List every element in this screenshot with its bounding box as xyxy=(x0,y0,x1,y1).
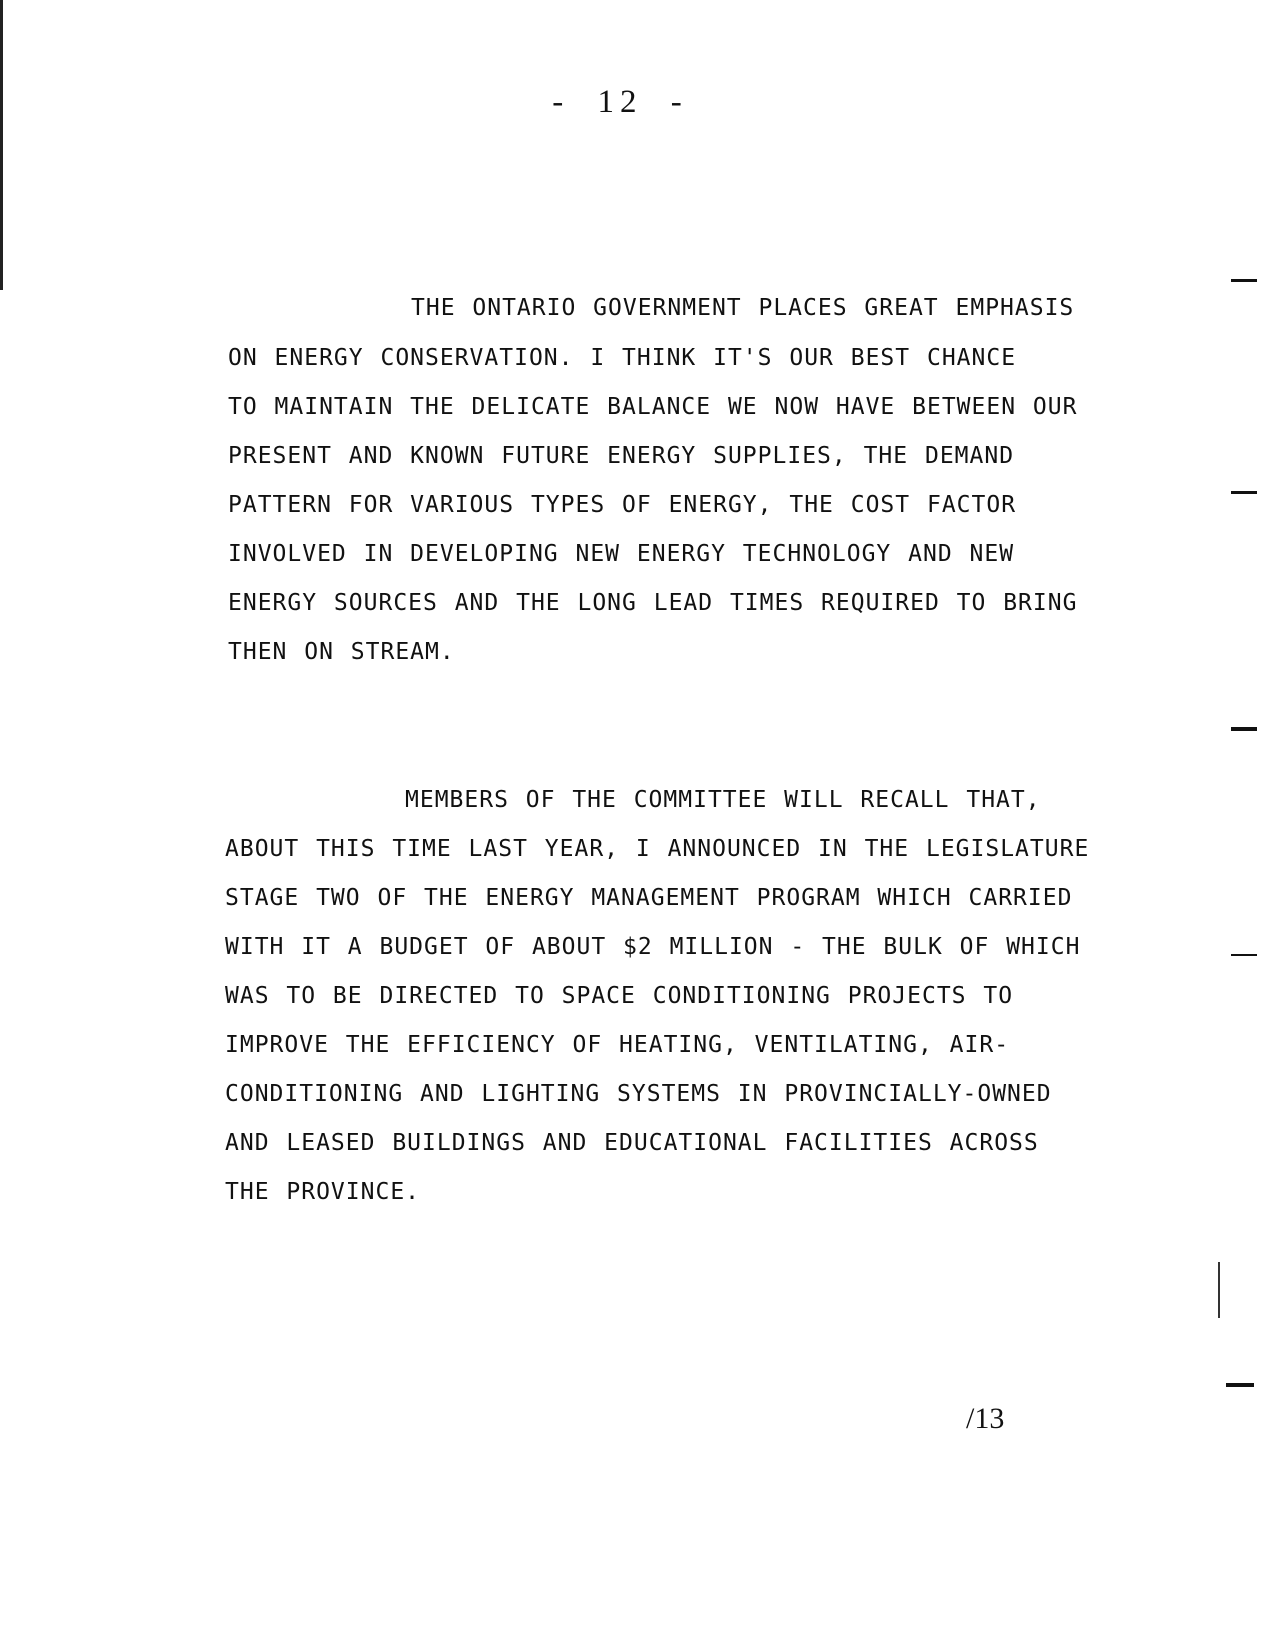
paragraph-1-line: PATTERN FOR VARIOUS TYPES OF ENERGY, THE COST FACTOR xyxy=(228,492,1017,518)
paragraph-2-line: IMPROVE THE EFFICIENCY OF HEATING, VENTILATING, AIR- xyxy=(225,1032,1010,1058)
paragraph-2-line: AND LEASED BUILDINGS AND EDUCATIONAL FACILITIES ACROSS xyxy=(225,1130,1039,1156)
paragraph-2-line: WAS TO BE DIRECTED TO SPACE CONDITIONING PROJECTS TO xyxy=(225,983,1014,1009)
paragraph-1-line: ON ENERGY CONSERVATION. I THINK IT'S OUR BEST CHANCE xyxy=(228,345,1017,371)
scan-edge-mark xyxy=(1218,1262,1220,1318)
paragraph-1-line: THE ONTARIO GOVERNMENT PLACES GREAT EMPHASIS xyxy=(411,295,1075,321)
page-number: - 12 - xyxy=(552,84,688,120)
scan-edge-mark xyxy=(1231,279,1257,282)
paragraph-1-line: TO MAINTAIN THE DELICATE BALANCE WE NOW HAVE BETWEEN OUR xyxy=(228,394,1078,420)
scan-edge-mark xyxy=(1231,727,1257,731)
paragraph-1-line: PRESENT AND KNOWN FUTURE ENERGY SUPPLIES, THE DEMAND xyxy=(228,443,1015,469)
continuation-marker: /13 xyxy=(966,1402,1005,1435)
paragraph-1-line: ENERGY SOURCES AND THE LONG LEAD TIMES REQUIRED TO BRING xyxy=(228,590,1078,616)
paragraph-1-line: THEN ON STREAM. xyxy=(228,639,455,665)
scan-edge-mark xyxy=(1226,1383,1254,1387)
paragraph-2-line: THE PROVINCE. xyxy=(225,1179,421,1205)
paragraph-2-line: CONDITIONING AND LIGHTING SYSTEMS IN PROVINCIALLY-OWNED xyxy=(225,1081,1052,1107)
scan-edge-left xyxy=(0,0,3,290)
paragraph-2-line: STAGE TWO OF THE ENERGY MANAGEMENT PROGRAM WHICH CARRIED xyxy=(225,885,1073,911)
scan-edge-mark xyxy=(1231,491,1257,494)
paragraph-2-line: ABOUT THIS TIME LAST YEAR, I ANNOUNCED IN THE LEGISLATURE xyxy=(225,836,1090,862)
paragraph-2-line: WITH IT A BUDGET OF ABOUT $2 MILLION - THE BULK OF WHICH xyxy=(225,934,1081,960)
scan-edge-mark xyxy=(1231,954,1257,956)
paragraph-1-line: INVOLVED IN DEVELOPING NEW ENERGY TECHNOLOGY AND NEW xyxy=(228,541,1015,567)
paragraph-2-line: MEMBERS OF THE COMMITTEE WILL RECALL THAT, xyxy=(405,787,1041,813)
